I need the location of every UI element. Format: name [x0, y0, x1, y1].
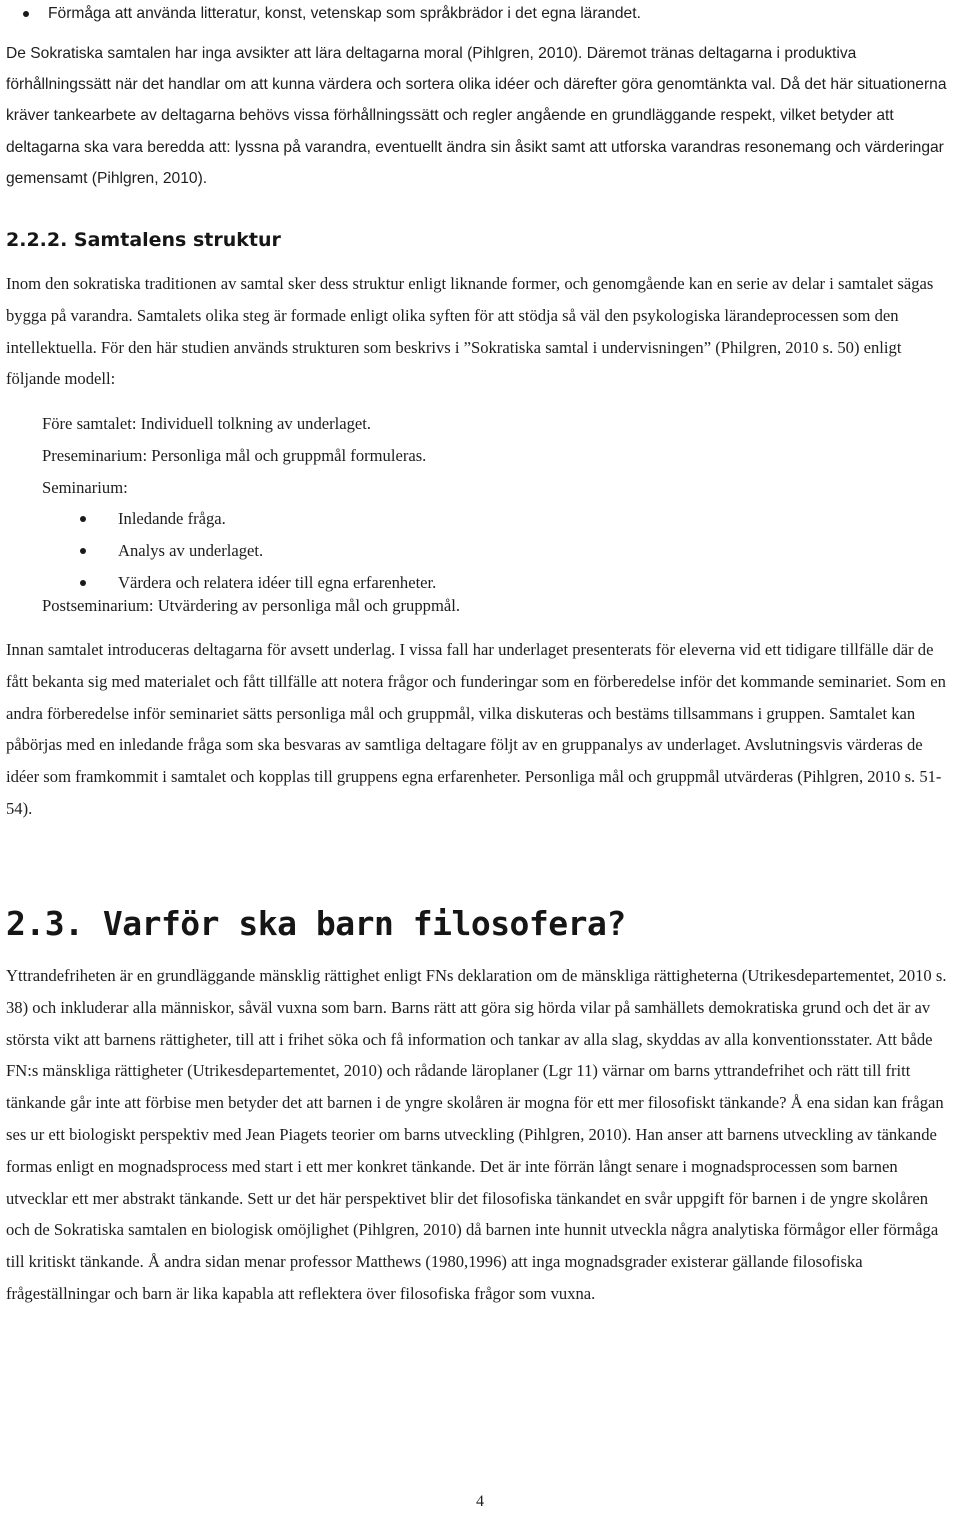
bullet-icon — [80, 548, 86, 554]
paragraph-why-philosophy: Yttrandefriheten är en grundläggande mänsklig rättighet enligt FNs deklaration om de mänskliga rättigheterna (Utrikesdepartementet, 2010 s. 38) och inkluderar alla människor, såväl vuxna som barn. Barns rätt att göra sig hörda vilar på samhällets demokratiska grund och det är av största vikt att barnens rättigheter, till att i frihet söka och få information och tankar av alla slag, skyddas av alla konventionsstater. Att både FN:s mänskliga rättigheter (Utrikesdepartementet, 2010) och rådande läroplaner (Lgr 11) värnar om barns yttrandefrihet och rätt till fritt tänkande går inte att förbise men betyder det att barnen i de yngre skolåren är mogna för ett mer filosofiskt tänkande? Å ena sidan kan frågan ses ur ett biologiskt perspektiv med Jean Piagets teorier om barns utveckling (Pihlgren, 2010). Han anser att barnens utveckling av tänkande formas enligt en mognadsprocess med start i ett mer konkret tänkande. Det är inte förrän långt senare i mognadsprocessen som barnen utvecklar ett mer abstrakt tänkande. Sett ur det här perspektivet blir det filosofiska tänkandet en svår uppgift för barnen i de yngre skolåren och de Sokratiska samtalen en biologisk omöjlighet (Pihlgren, 2010) då barnen inte hunnit utveckla några analytiska förmågor eller förmåga till kritiskt tänkande. Å andra sidan menar professor Matthews (1980,1996) att inga mognadsgrader existerar gällande filosofiska frågeställningar och barn är lika kapabla att reflektera över filosofiska frågor som vuxna. — [6, 966, 947, 1303]
model-before: Före samtalet: Individuell tolkning av underlaget. — [42, 414, 372, 433]
bullet-icon — [80, 580, 86, 586]
bullet-text: Förmåga att använda litteratur, konst, vetenskap som språkbrädor i det egna lärandet. — [48, 5, 641, 22]
page-number: 4 — [476, 1493, 484, 1510]
paragraph-intro: De Sokratiska samtalen har inga avsikter att lära deltagarna moral (Pihlgren, 2010). Däremot tränas deltagarna i produktiva förhållningssätt när det handlar om att kunna värdera och sortera olika idéer och därefter göra genomtänkta val. Då det här situationerna kräver tankearbete av deltagarna behövs vissa förhållningssätt och regler angående en grundläggande respekt, vilket betyder att deltagarna ska vara beredda att: lyssna på varandra, eventuellt ändra sin åsikt samt att utforska varandras resonemang och värderingar gemensamt (Pihlgren, 2010). — [6, 45, 947, 187]
seminar-step-text: Analys av underlaget. — [118, 540, 264, 560]
seminar-step-item — [78, 535, 778, 567]
model-post-seminar: Postseminarium: Utvärdering av personliga mål och gruppmål. — [42, 596, 460, 615]
seminar-step-text: Inledande fråga. — [118, 509, 226, 528]
section-heading-2-2-2: 2.2.2. Samtalens struktur — [6, 229, 281, 251]
paragraph-structure: Inom den sokratiska traditionen av samtal sker dess struktur enligt liknande former, och genomgående kan en serie av delar i samtalet sägas bygga på varandra. Samtalets olika steg är formade enligt olika syften för att stödja så väl den psykologiska lärandeprocessen som den intellektuella. För den här studien används strukturen som beskrivs i ”Sokratiska samtal i undervisningen” (Philgren, 2010 s. 50) enligt följande modell: — [6, 274, 934, 389]
paragraph-after-model: Innan samtalet introduceras deltagarna för avsett underlag. I vissa fall har underlaget presenterats för eleverna vid ett tidigare tillfälle där de fått bekanta sig med materialet och fått tillfälle att notera frågor och funderingar som en förberedelse inför det kommande seminariet. Som en andra förberedelse inför seminariet sätts personliga mål och gruppmål, vilka diskuteras och bestäms tillsammans i gruppen. Samtalet kan påbörjas med en inledande fråga som ska besvaras av samtliga deltagare följt av en gruppanalys av underlaget. Avslutningsvis värderas de idéer som framkommit i samtalet och kopplas till gruppens egna erfarenheter. Personliga mål och gruppmål utvärderas (Pihlgren, 2010 s. 51-54). — [6, 640, 946, 818]
seminar-step-text: Värdera och relatera idéer till egna erfarenheter. — [118, 572, 437, 592]
seminar-step-item — [78, 503, 778, 535]
bullet-icon — [80, 516, 86, 522]
model-pre-seminar: Preseminarium: Personliga mål och gruppmål formuleras. — [42, 445, 427, 465]
bullet-list-item — [6, 0, 954, 28]
model-seminar-label: Seminarium: — [42, 477, 128, 497]
section-heading-2-3: 2.3. Varför ska barn filosofera? — [6, 904, 626, 943]
model-list — [42, 408, 922, 503]
seminar-steps-list — [78, 503, 778, 598]
model-list-post — [42, 590, 922, 622]
bullet-icon — [23, 11, 29, 17]
